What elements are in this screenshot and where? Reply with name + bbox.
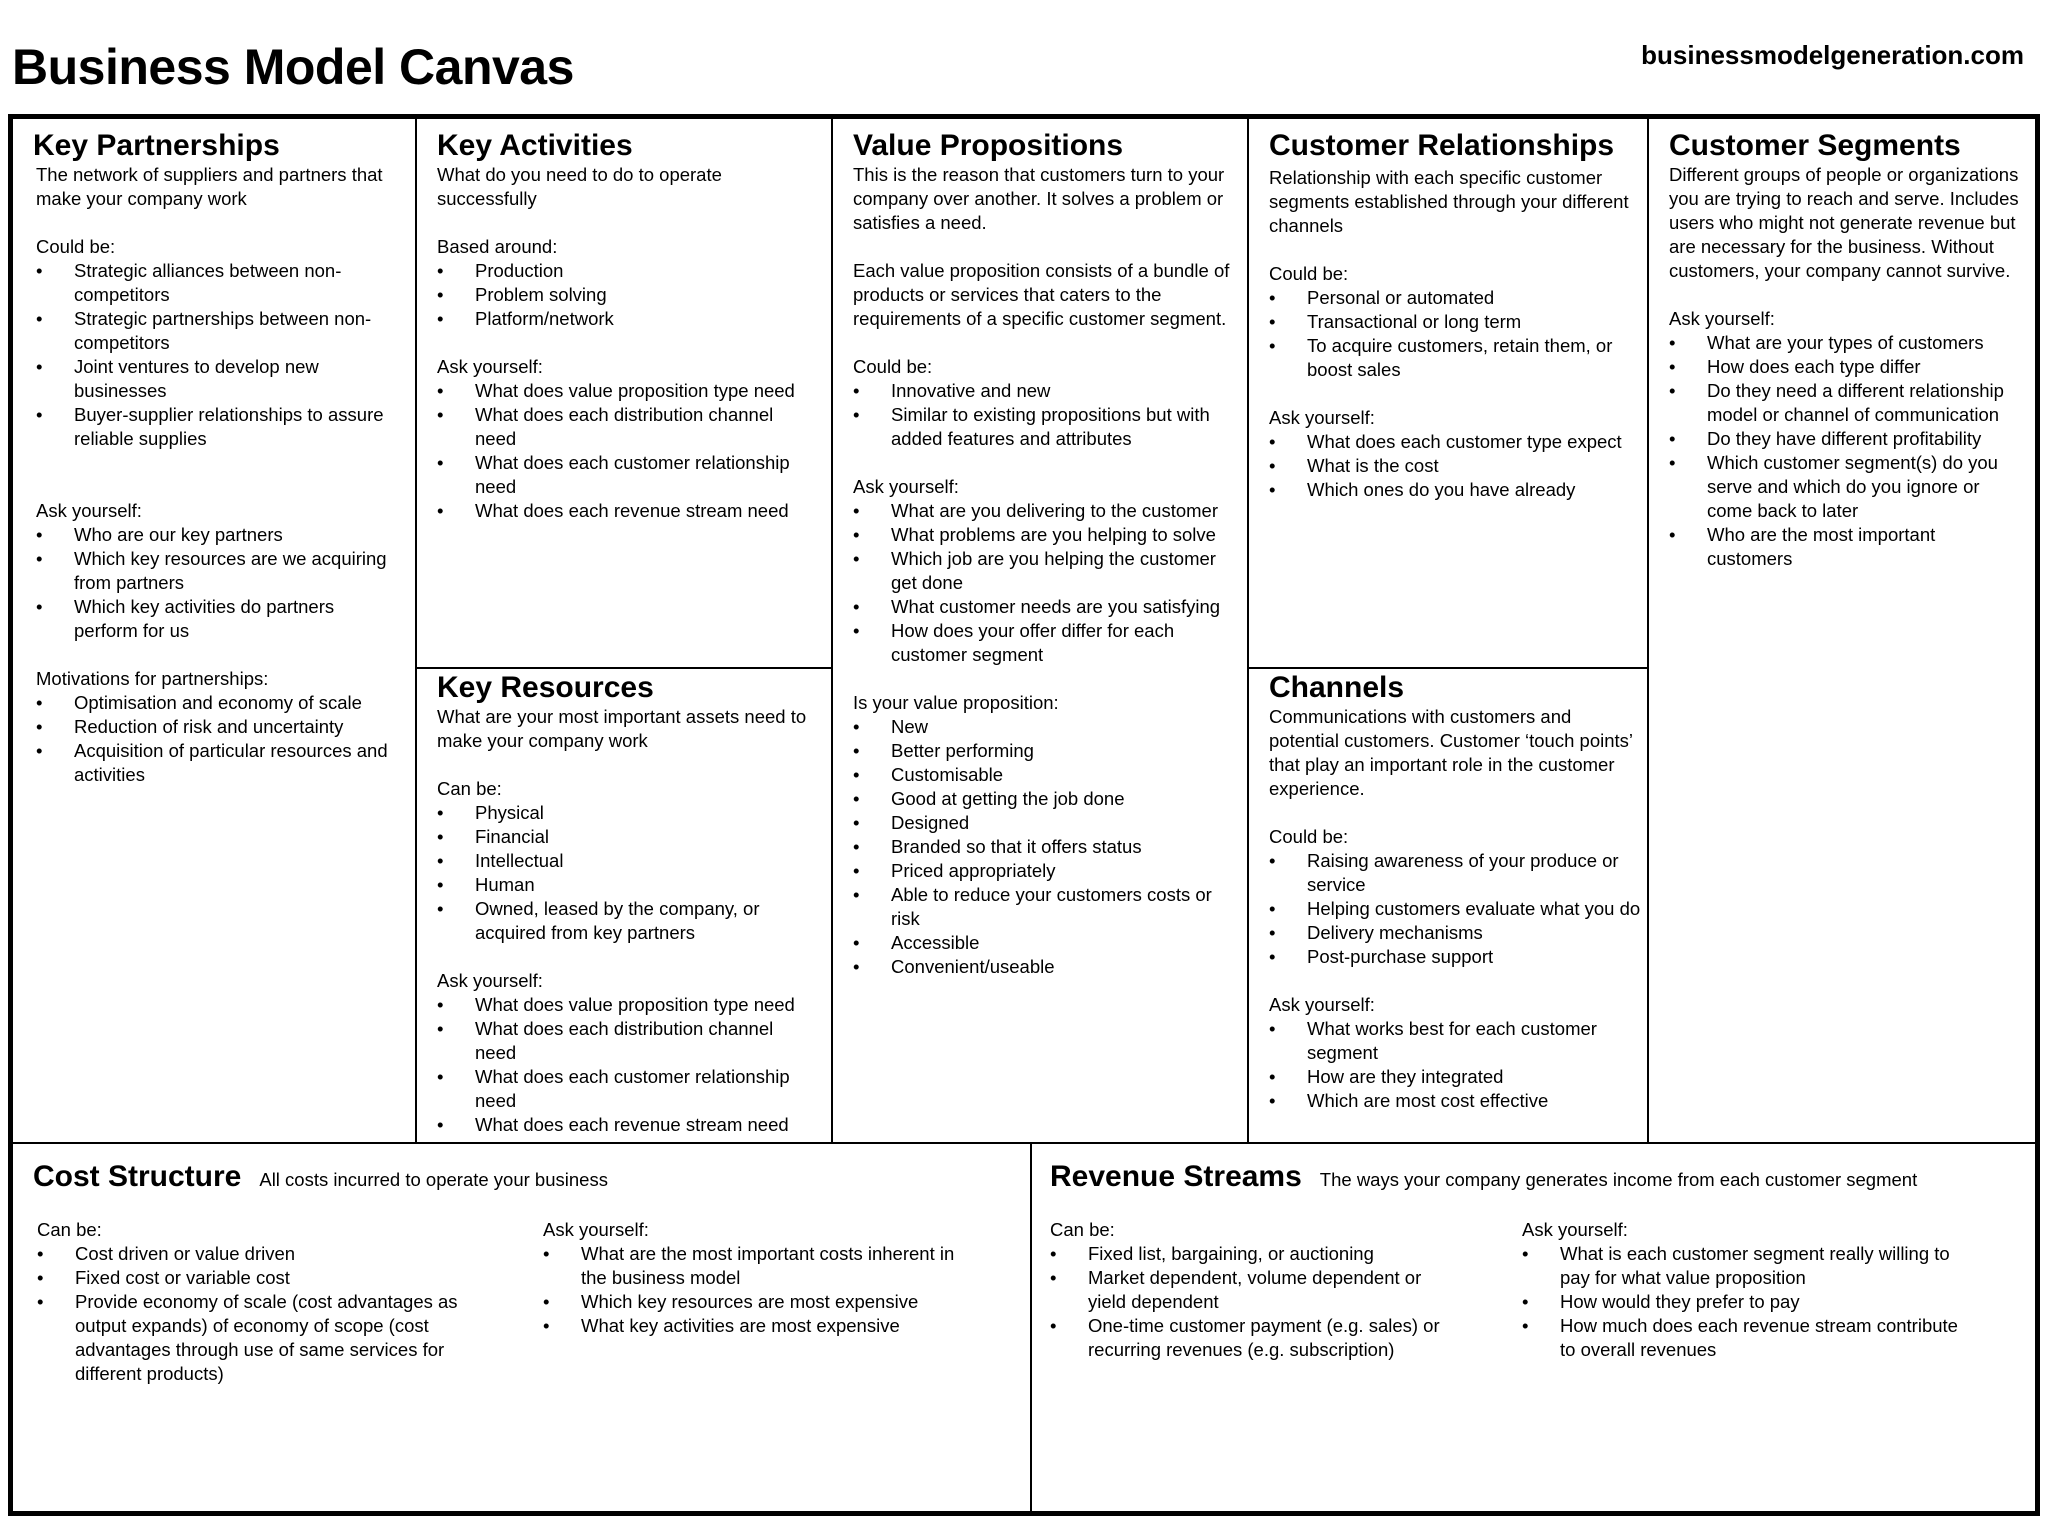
list-item: • One-time customer payment (e.g. sales) or recurring revenues (e.g. subscription) <box>1050 1314 1450 1362</box>
block-title: Key Partnerships <box>33 129 280 162</box>
list-item: • Buyer-supplier relationships to assure reliable supplies <box>36 403 401 451</box>
list-item: • What does each revenue stream need <box>437 1113 817 1137</box>
list-item: • Do they need a different relationship model or channel of communication <box>1669 379 2021 427</box>
section-label: Ask yourself: <box>1522 1219 1628 1240</box>
list-item: • Convenient/useable <box>853 955 1233 979</box>
list-item: • Optimisation and economy of scale <box>36 691 401 715</box>
block-title: Key Resources <box>437 671 654 704</box>
bullet-list <box>853 715 1233 979</box>
block-title: Customer Relationships <box>1269 129 1615 162</box>
section-ask-yourself <box>1669 307 2021 571</box>
list-item: • How does each type differ <box>1669 355 2021 379</box>
list-item: • Fixed list, bargaining, or auctioning <box>1050 1242 1450 1266</box>
page-title: Business Model Canvas <box>12 39 574 95</box>
list-item: • Acquisition of particular resources and activities <box>36 739 401 787</box>
block-title: Customer Segments <box>1669 129 1961 162</box>
bullet-list <box>36 691 401 787</box>
list-item: • What does value proposition type need <box>437 379 817 403</box>
bullet-list <box>437 993 817 1137</box>
key-activities-block <box>417 119 833 667</box>
section-ask-yourself <box>1269 406 1633 502</box>
block-columns <box>33 1218 1016 1386</box>
section-label: Motivations for partnerships: <box>36 668 269 689</box>
site-url: businessmodelgeneration.com <box>1641 40 2024 70</box>
section-based-around <box>437 235 817 331</box>
list-item: • Provide economy of scale (cost advantages as output expands) of economy of scope (cost advantages through use of same services for different products) <box>37 1290 467 1386</box>
section-label: Can be: <box>437 778 502 799</box>
cost-structure-block <box>13 1142 1032 1511</box>
list-item: • Owned, leased by the company, or acquired from key partners <box>437 897 817 945</box>
list-item: • Human <box>437 873 817 897</box>
key-partnerships-block <box>13 119 417 1142</box>
bullet-list <box>36 523 401 643</box>
bullet-list <box>1269 430 1633 502</box>
list-item: • How would they prefer to pay <box>1522 1290 1962 1314</box>
block-title: Channels <box>1269 671 1405 704</box>
block-description: What are your most important assets need to make your company work <box>437 706 807 751</box>
list-item: • What problems are you helping to solve <box>853 523 1233 547</box>
list-item: • How are they integrated <box>1269 1065 1641 1089</box>
list-item: • What is the cost <box>1269 454 1633 478</box>
list-item: • What works best for each customer segment <box>1269 1017 1641 1065</box>
list-item: • Reduction of risk and uncertainty <box>36 715 401 739</box>
list-item: • Delivery mechanisms <box>1269 921 1641 945</box>
list-item: • Similar to existing propositions but with added features and attributes <box>853 403 1233 451</box>
block-subtitle: All costs incurred to operate your business <box>259 1169 608 1190</box>
list-item: • Post-purchase support <box>1269 945 1641 969</box>
list-item: • What key activities are most expensive <box>543 1314 983 1338</box>
list-item: • Which key resources are most expensive <box>543 1290 983 1314</box>
list-item: • What are you delivering to the customer <box>853 499 1233 523</box>
list-item: • Who are the most important customers <box>1669 523 2021 571</box>
block-header <box>33 1160 1016 1194</box>
list-item: • Helping customers evaluate what you do <box>1269 897 1641 921</box>
list-item: • What does each revenue stream need <box>437 499 817 523</box>
block-title: Cost Structure <box>33 1160 242 1193</box>
section-motivations <box>33 667 401 787</box>
bullet-list <box>1269 1017 1641 1113</box>
bullet-list <box>543 1242 983 1338</box>
list-item: • Branded so that it offers status <box>853 835 1233 859</box>
block-description-2: Each value proposition consists of a bundle of products or services that caters to the requirements of a specific customer segment. <box>853 260 1230 329</box>
key-resources-block <box>417 667 833 1142</box>
list-item: • Physical <box>437 801 817 825</box>
bullet-list <box>1050 1242 1450 1362</box>
section-ask-yourself <box>33 499 401 643</box>
bullet-list <box>853 379 1233 451</box>
customer-segments-block <box>1649 119 2035 1142</box>
list-item: • Better performing <box>853 739 1233 763</box>
list-item: • Which job are you helping the customer get done <box>853 547 1233 595</box>
list-item: • Strategic alliances between non-competitors <box>36 259 401 307</box>
list-item: • Able to reduce your customers costs or risk <box>853 883 1233 931</box>
section-ask-yourself <box>1269 993 1641 1113</box>
block-header <box>1050 1160 2021 1194</box>
bullet-list <box>1269 849 1641 969</box>
section-label: Ask yourself: <box>437 970 543 991</box>
bullet-list <box>437 259 817 331</box>
section-label: Ask yourself: <box>437 356 543 377</box>
list-item: • Good at getting the job done <box>853 787 1233 811</box>
bullet-list <box>1269 286 1633 382</box>
bullet-list <box>437 801 817 945</box>
section-label: Ask yourself: <box>36 500 142 521</box>
section-label: Could be: <box>853 356 933 377</box>
list-item: • What is each customer segment really willing to pay for what value proposition <box>1522 1242 1962 1290</box>
section-label: Ask yourself: <box>543 1219 649 1240</box>
block-description: The network of suppliers and partners that make your company work <box>36 164 383 209</box>
section-label: Is your value proposition: <box>853 692 1059 713</box>
list-item: • Strategic partnerships between non-competitors <box>36 307 401 355</box>
list-item: • Innovative and new <box>853 379 1233 403</box>
section-could-be <box>853 355 1233 451</box>
list-item: • Intellectual <box>437 849 817 873</box>
list-item: • Do they have different profitability <box>1669 427 2021 451</box>
list-item: • Personal or automated <box>1269 286 1633 310</box>
customer-relationships-block <box>1249 119 1649 667</box>
bullet-list <box>37 1242 467 1386</box>
revenue-streams-block <box>1032 1142 2035 1511</box>
section-is-your-value-proposition <box>853 691 1233 979</box>
list-item: • What does each customer relationship need <box>437 451 817 499</box>
block-columns <box>1050 1218 2021 1362</box>
bullet-list <box>437 379 817 523</box>
list-item: • What are your types of customers <box>1669 331 2021 355</box>
section-label: Ask yourself: <box>853 476 959 497</box>
list-item: • Fixed cost or variable cost <box>37 1266 467 1290</box>
list-item: • How does your offer differ for each customer segment <box>853 619 1233 667</box>
list-item: • New <box>853 715 1233 739</box>
block-subtitle: The ways your company generates income from each customer segment <box>1319 1169 1918 1190</box>
block-description: Different groups of people or organizations you are trying to reach and serve. Includes users who might not generate revenue but are necessary for the business. Without customers, your company cannot survive. <box>1669 164 2019 281</box>
list-item: • Which are most cost effective <box>1269 1089 1641 1113</box>
block-description: Relationship with each specific customer segments established through your different channels <box>1269 167 1629 236</box>
list-item: • Production <box>437 259 817 283</box>
section-label: Can be: <box>1050 1219 1115 1240</box>
bullet-list <box>1522 1242 1962 1362</box>
list-item: • Accessible <box>853 931 1233 955</box>
section-label: Ask yourself: <box>1269 407 1375 428</box>
list-item: • Who are our key partners <box>36 523 401 547</box>
business-model-canvas <box>8 114 2040 1516</box>
section-label: Based around: <box>437 236 558 257</box>
list-item: • What customer needs are you satisfying <box>853 595 1233 619</box>
section-label: Ask yourself: <box>1669 308 1775 329</box>
block-description: This is the reason that customers turn to your company over another. It solves a problem or satisfies a need. <box>853 164 1225 233</box>
list-item: • Joint ventures to develop new businesses <box>36 355 401 403</box>
channels-block <box>1249 667 1649 1142</box>
list-item: • What does each distribution channel need <box>437 1017 817 1065</box>
section-ask-yourself <box>853 475 1233 667</box>
list-item: • Market dependent, volume dependent or yield dependent <box>1050 1266 1450 1314</box>
list-item: • Cost driven or value driven <box>37 1242 467 1266</box>
list-item: • Transactional or long term <box>1269 310 1633 334</box>
list-item: • What does each customer relationship need <box>437 1065 817 1113</box>
list-item: • Which ones do you have already <box>1269 478 1633 502</box>
value-propositions-block <box>833 119 1249 1142</box>
section-can-be <box>37 1218 467 1386</box>
list-item: • Which customer segment(s) do you serve and which do you ignore or come back to later <box>1669 451 2021 523</box>
block-title: Key Activities <box>437 129 633 162</box>
block-description: Communications with customers and potential customers. Customer ‘touch points’ that play an important role in the customer experience. <box>1269 706 1633 799</box>
bullet-list <box>853 499 1233 667</box>
list-item: • What does each customer type expect <box>1269 430 1633 454</box>
list-item: • What are the most important costs inherent in the business model <box>543 1242 983 1290</box>
section-label: Can be: <box>37 1219 102 1240</box>
section-label: Could be: <box>36 236 116 257</box>
list-item: • Financial <box>437 825 817 849</box>
section-ask-yourself <box>543 1218 983 1386</box>
section-label: Could be: <box>1269 826 1349 847</box>
section-label: Could be: <box>1269 263 1349 284</box>
list-item: • What does each distribution channel need <box>437 403 817 451</box>
section-ask-yourself <box>437 969 817 1137</box>
bullet-list <box>36 259 401 451</box>
section-ask-yourself <box>1522 1218 1962 1362</box>
section-can-be <box>1050 1218 1450 1362</box>
list-item: • To acquire customers, retain them, or boost sales <box>1269 334 1633 382</box>
bullet-list <box>1669 331 2021 571</box>
section-can-be <box>437 777 817 945</box>
list-item: • Which key resources are we acquiring from partners <box>36 547 401 595</box>
list-item: • What does value proposition type need <box>437 993 817 1017</box>
section-could-be <box>1269 825 1641 969</box>
list-item: • Priced appropriately <box>853 859 1233 883</box>
block-title: Revenue Streams <box>1050 1160 1302 1193</box>
section-could-be <box>1269 262 1633 382</box>
list-item: • How much does each revenue stream contribute to overall revenues <box>1522 1314 1962 1362</box>
block-title: Value Propositions <box>853 129 1124 162</box>
list-item: • Designed <box>853 811 1233 835</box>
section-label: Ask yourself: <box>1269 994 1375 1015</box>
section-could-be <box>33 235 401 451</box>
list-item: • Customisable <box>853 763 1233 787</box>
list-item: • Problem solving <box>437 283 817 307</box>
section-ask-yourself <box>437 355 817 523</box>
list-item: • Platform/network <box>437 307 817 331</box>
block-description: What do you need to do to operate successfully <box>437 164 722 209</box>
list-item: • Which key activities do partners perform for us <box>36 595 401 643</box>
list-item: • Raising awareness of your produce or service <box>1269 849 1641 897</box>
